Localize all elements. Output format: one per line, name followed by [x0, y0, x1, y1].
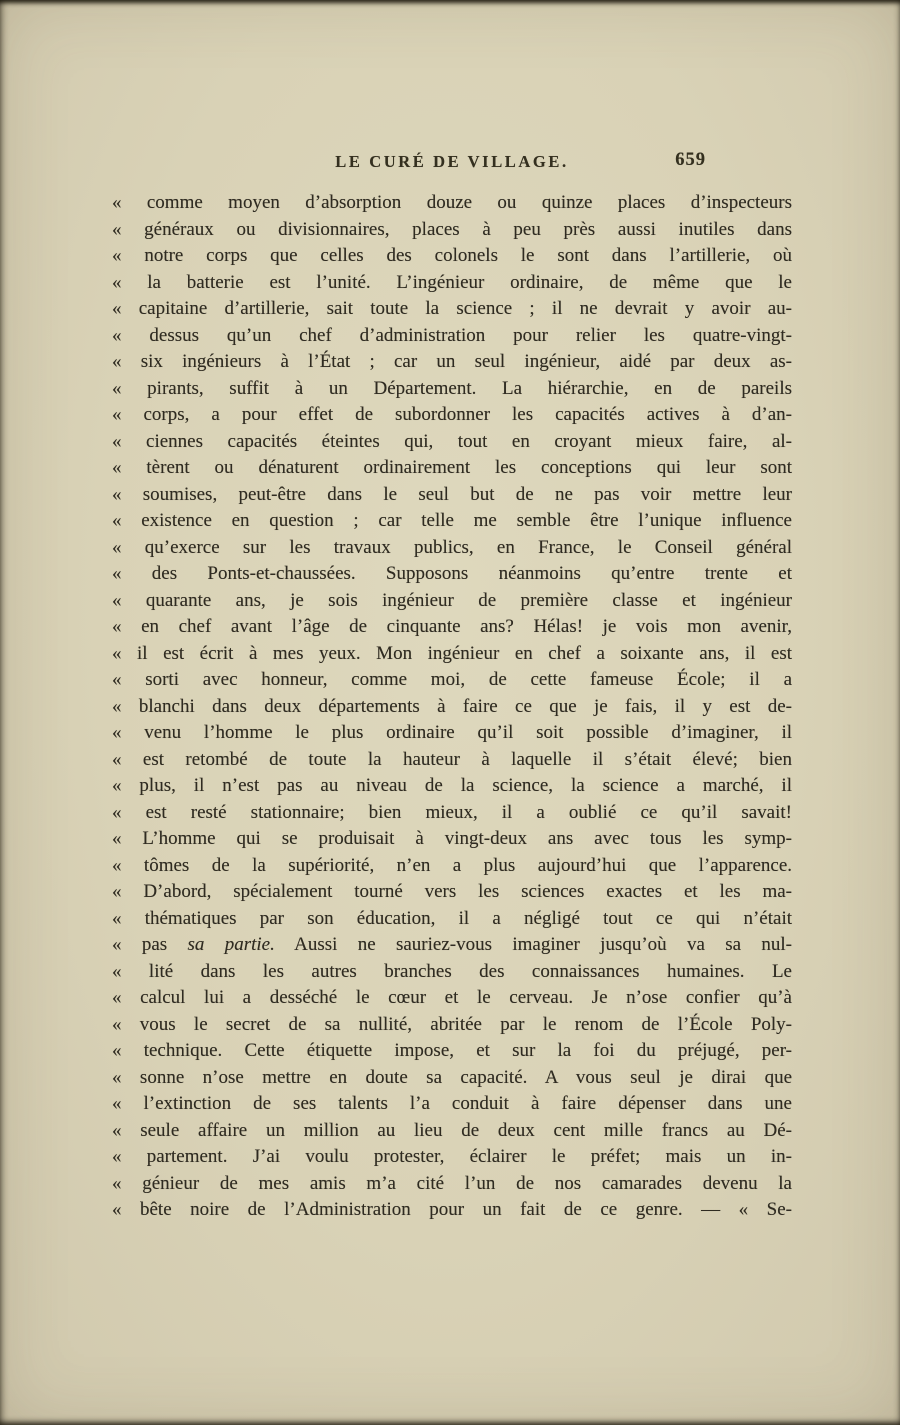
text-line: « dessus qu’un chef d’administration pour relier les quatre-vingt- [112, 324, 792, 346]
text-line: « tèrent ou dénaturent ordinairement les conceptions qui leur sont [112, 457, 792, 478]
page-number: 659 [675, 150, 706, 170]
text-line [112, 932, 792, 959]
text-line: « tômes de la supériorité, n’en a plus aujourd’hui que l’apparence. [112, 854, 792, 876]
text-line: « qu’exerce sur les travaux publics, en France, le Conseil général [112, 536, 792, 558]
text-line: « technique. Cette étiquette impose, et sur la foi du préjugé, per- [112, 1040, 792, 1061]
text-line: « il est écrit à mes yeux. Mon ingénieur en chef a soixante ans, il est [112, 642, 792, 664]
text-line: « généraux ou divisionnaires, places à peu près aussi inutiles dans [112, 218, 792, 240]
page-content [112, 150, 792, 1224]
text-line: « calcul lui a desséché le cœur et le cerveau. Je n’ose confier qu’à [112, 987, 792, 1008]
text-line: « venu l’homme le plus ordinaire qu’il soit possible d’imaginer, il [112, 722, 792, 743]
text-line: « soumises, peut-être dans le seul but de ne pas voir mettre leur [112, 483, 792, 505]
text-line: « est retombé de toute la hauteur à laquelle il s’était élevé; bien [112, 748, 792, 770]
text-line: « six ingénieurs à l’État ; car un seul ingénieur, aidé par deux as- [112, 351, 792, 372]
text-line: « en chef avant l’âge de cinquante ans? Hélas! je vois mon avenir, [112, 616, 792, 637]
text-line: « capitaine d’artillerie, sait toute la science ; il ne devrait y avoir au- [112, 298, 792, 319]
plain-text: « pas [112, 934, 188, 955]
text-line: « comme moyen d’absorption douze ou quinze places d’inspecteurs [112, 192, 792, 213]
text-line: « génieur de mes amis m’a cité l’un de nos camarades devenu la [112, 1172, 792, 1194]
plain-text: Aussi ne sauriez-vous imaginer jusqu’où va sa nul- [274, 934, 793, 955]
text-line: « corps, a pour effet de subordonner les capacités actives à d’an- [112, 404, 792, 425]
page-text [112, 190, 792, 1224]
text-line: « des Ponts-et-chaussées. Supposons néanmoins qu’entre trente et [112, 563, 792, 584]
text-line: « partement. J’ai voulu protester, éclairer le préfet; mais un in- [112, 1146, 792, 1167]
text-line: « notre corps que celles des colonels le sont dans l’artillerie, où [112, 245, 792, 266]
text-line: « seule affaire un million au lieu de deux cent mille francs au Dé- [112, 1119, 792, 1141]
text-line: « L’homme qui se produisait à vingt-deux ans avec tous les symp- [112, 828, 792, 849]
text-line: « la batterie est l’unité. L’ingénieur ordinaire, de même que le [112, 271, 792, 293]
text-line: « ciennes capacités éteintes qui, tout en croyant mieux faire, al- [112, 430, 792, 452]
text-line: « lité dans les autres branches des connaissances humaines. Le [112, 960, 792, 982]
text-line: « pirants, suffit à un Département. La hiérarchie, en de pareils [112, 377, 792, 399]
text-line: « D’abord, spécialement tourné vers les sciences exactes et les ma- [112, 881, 792, 902]
text-line: « blanchi dans deux départements à faire ce que je fais, il y est de- [112, 695, 792, 717]
text-line: « sorti avec honneur, comme moi, de cette fameuse École; il a [112, 669, 792, 690]
text-line: « quarante ans, je sois ingénieur de première classe et ingénieur [112, 589, 792, 611]
italic-text: sa partie. [187, 934, 275, 955]
text-line: « existence en question ; car telle me semble être l’unique influence [112, 510, 792, 531]
running-header [112, 150, 792, 190]
text-line: « thématiques par son éducation, il a négligé tout ce qui n’était [112, 907, 792, 929]
text-line: « sonne n’ose mettre en doute sa capacité. A vous seul je dirai que [112, 1066, 792, 1088]
text-line: « bête noire de l’Administration pour un fait de ce genre. — « Se- [112, 1199, 792, 1220]
text-line: « plus, il n’est pas au niveau de la science, la science a marché, il [112, 775, 792, 796]
text-line: « vous le secret de sa nullité, abritée par le renom de l’École Poly- [112, 1013, 792, 1035]
text-line: « l’extinction de ses talents l’a conduit à faire dépenser dans une [112, 1093, 792, 1114]
page-title: LE CURÉ DE VILLAGE. [335, 152, 569, 171]
text-line: « est resté stationnaire; bien mieux, il a oublié ce qu’il savait! [112, 801, 792, 823]
